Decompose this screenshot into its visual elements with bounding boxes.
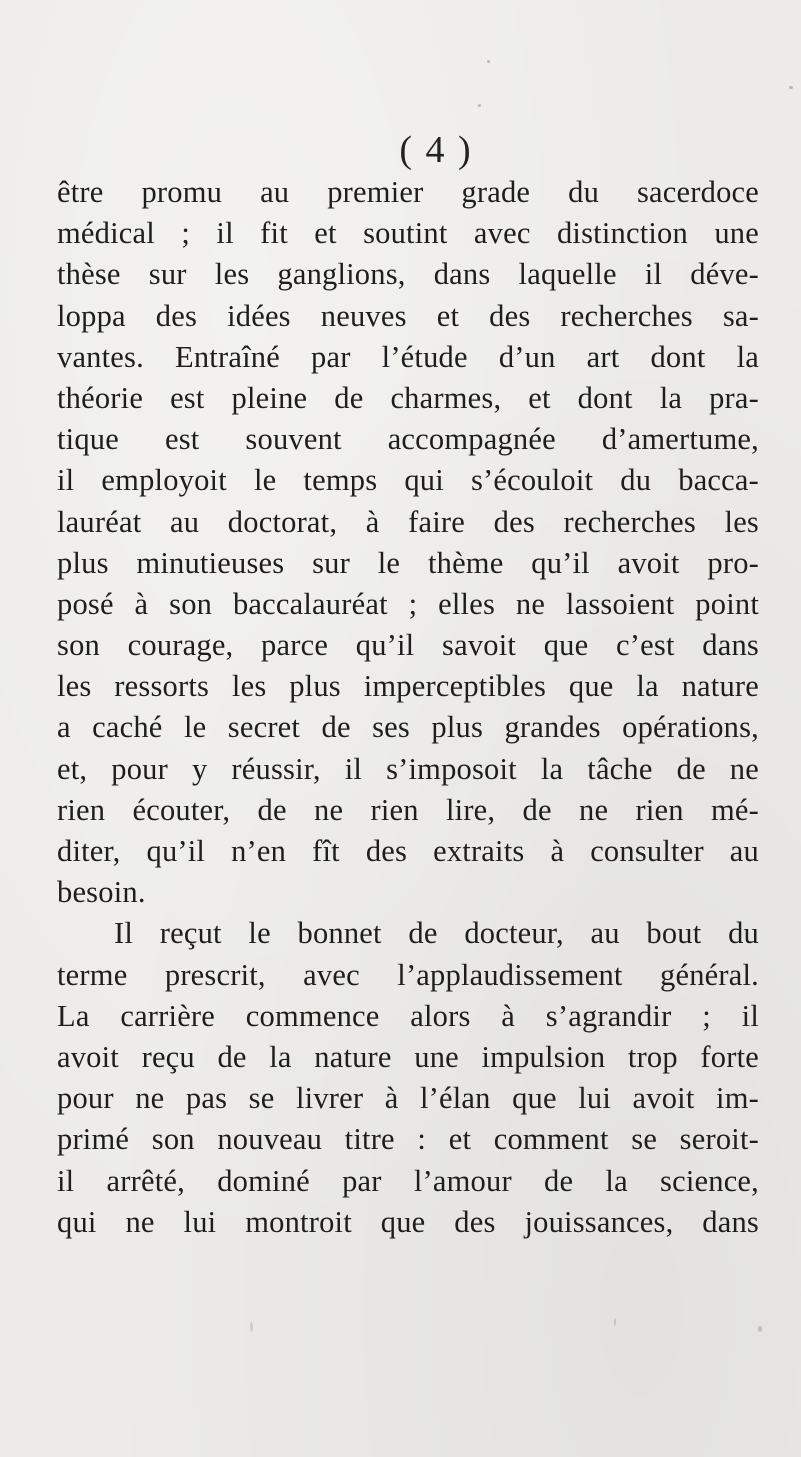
text-line: diter, qu’il n’en fît des extraits à consulter au [57,834,759,868]
text-line: loppa des idées neuves et des recherches sa- [57,298,759,333]
text-line: a caché le secret de ses plus grandes opérations, [57,710,759,745]
text-line: posé à son baccalauréat ; elles ne lassoient point [57,586,759,621]
text-line: théorie est pleine de charmes, et dont la pra- [57,380,759,415]
text-line: il employoit le temps qui s’écouloit du bacca- [57,463,759,498]
text-line: plus minutieuses sur le thème qu’il avoit pro- [57,545,759,580]
text-line: et, pour y réussir, il s’imposoit la tâche de ne [57,751,759,786]
text-line: pour ne pas se livrer à l’élan que lui avoit im- [57,1081,759,1116]
text-line: médical ; il fit et soutint avec distinction une [57,216,759,251]
paper-speck [250,1322,253,1332]
text-line: lauréat au doctorat, à faire des recherches les [57,504,759,539]
paper-speck [478,104,481,107]
text-line: besoin. [57,875,146,910]
text-line: tique est souvent accompagnée d’amertume, [57,422,759,457]
body-text [57,172,759,1243]
paper-speck [758,1326,762,1332]
text-line: être promu au premier grade du sacerdoce [57,175,759,209]
paper-speck [487,60,490,63]
text-line: avoit reçu de la nature une impulsion trop forte [57,1039,759,1074]
text-line: vantes. Entraîné par l’étude d’un art dont la [57,339,759,374]
text-line: La carrière commence alors à s’agrandir ; il [57,998,759,1033]
text-line: Il reçut le bonnet de docteur, au bout du [114,916,759,951]
text-line: primé son nouveau titre : et comment se seroit- [57,1122,759,1157]
text-line: son courage, parce qu’il savoit que c’est dans [57,628,759,663]
paper-speck [789,86,793,89]
text-line: thèse sur les ganglions, dans laquelle il déve- [57,257,759,292]
text-line: les ressorts les plus imperceptibles que la nature [57,669,759,704]
paper-speck [614,1318,616,1326]
text-line: terme prescrit, avec l’applaudissement général. [57,957,759,992]
text-line: qui ne lui montroit que des jouissances, dans [57,1204,759,1239]
text-line: il arrêté, dominé par l’amour de la science, [57,1163,759,1198]
text-line: rien écouter, de ne rien lire, de ne rien mé- [57,792,759,827]
page-number: ( 4 ) [399,129,473,171]
